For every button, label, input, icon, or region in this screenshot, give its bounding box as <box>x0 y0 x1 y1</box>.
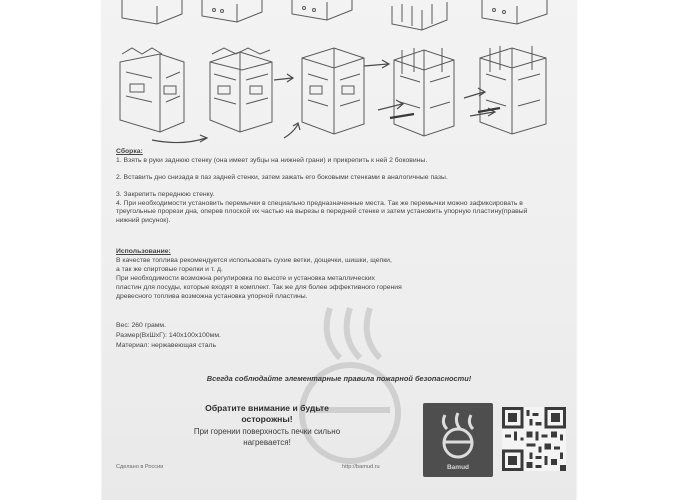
spec-material: Материал: нержавеющая сталь <box>116 342 217 349</box>
warning-title-2: осторожны! <box>241 414 293 424</box>
instruction-sheet <box>102 0 576 500</box>
safety-line: Всегда соблюдайте элементарные правила пожарной безопасности! <box>206 374 472 383</box>
stove-step-top-2 <box>202 0 262 22</box>
made-in-label: Сделано в России <box>116 464 164 470</box>
assembly-step-4: 4. При необходимости установить перемычки в специально предназначенные места. Так же перемычки можно зафиксировать в треугольные прорези дна, оперев плоской их частью на вырезы в передней стенке и затем установить упорную пластину(правый нижний рисунок). <box>116 200 528 224</box>
assembly-step-2: 2. Вставить дно снизада в паз задней стенки, затем зажать его боковыми стенками в аналогичные пазы. <box>116 174 448 181</box>
warning-title-1: Обратите внимание и будьте <box>205 403 329 413</box>
usage-line-1: В качестве топлива рекомендуется использовать сухие ветки, дощечки, шишки, щепки, <box>116 257 392 264</box>
stove-step-top-1 <box>122 0 182 24</box>
stove-step-3 <box>302 48 364 134</box>
stove-step-4 <box>394 48 454 136</box>
assembly-diagram <box>102 0 576 150</box>
warning-body-2: нагревается! <box>243 438 291 447</box>
usage-line-2: а так же спиртовые горелки и т. д. <box>116 266 223 273</box>
stove-step-top-5 <box>482 0 547 24</box>
brand-logo-text: Bamud <box>446 464 470 471</box>
usage-line-5: древесного топлива возможна установка упорной пластины. <box>116 293 308 300</box>
spec-size: Размер(ВхШхГ): 140х100х100мм. <box>116 332 221 339</box>
usage-line-3: При необходимости возможна регулировка по высоте и установка металлических <box>116 275 375 282</box>
stove-step-top-4 <box>392 2 447 30</box>
stove-step-5 <box>480 46 546 134</box>
spec-weight: Вес: 260 грамм. <box>116 322 166 329</box>
usage-line-4: пластин для посуды, которые входят в комплект. Так же для более эффективного горения <box>116 284 402 291</box>
qr-code[interactable] <box>502 407 566 471</box>
brand-logo-icon <box>423 403 493 463</box>
assembly-title: Сборка: <box>116 148 143 155</box>
assembly-step-3: 3. Закрепить переднюю стенку. <box>116 191 215 198</box>
usage-title: Использование: <box>116 248 171 255</box>
assembly-step-1: 1. Взять в руки заднюю стенку (она имеет зубцы на нижней грани) и прикрепить к ней 2 боковины. <box>116 157 428 164</box>
stove-step-top-3 <box>292 0 352 20</box>
brand-logo <box>423 403 493 477</box>
stove-step-1 <box>120 48 184 132</box>
stove-step-2 <box>210 48 272 132</box>
website-link[interactable]: http://bamud.ru <box>342 464 380 470</box>
warning-body-1: При горении поверхность печки сильно <box>193 427 341 436</box>
